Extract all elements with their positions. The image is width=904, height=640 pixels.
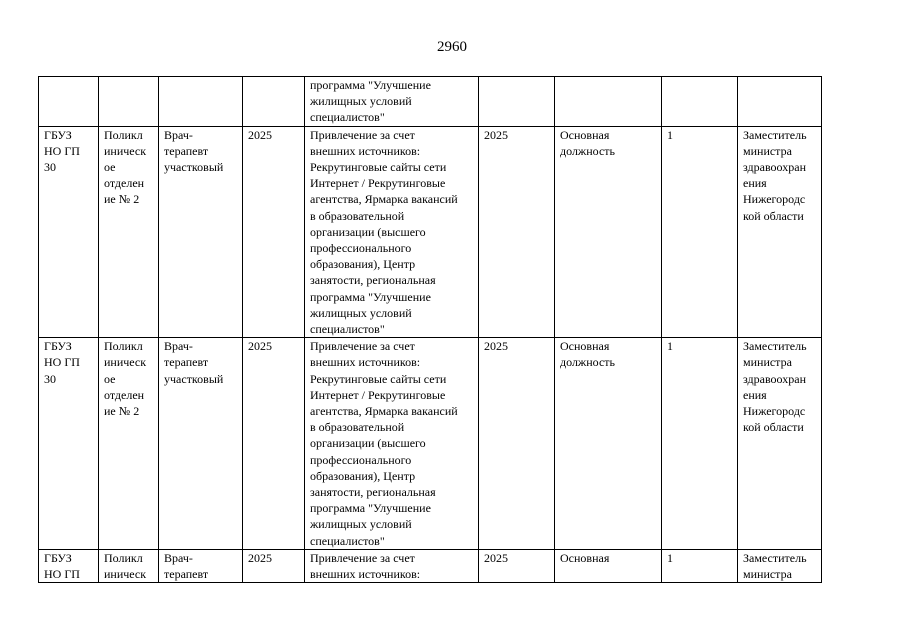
cell-unit: Поликл иническ ое отделен ие № 2 [99, 338, 159, 550]
cell-employment: Основная должность [555, 126, 662, 338]
cell-count: 1 [662, 549, 738, 582]
page-number: 2960 [437, 39, 467, 55]
cell-position: Врач- терапевт [159, 549, 243, 582]
table-row [39, 126, 822, 338]
cell-unit [99, 77, 159, 127]
table-row-partial [39, 549, 822, 582]
cell-count: 1 [662, 338, 738, 550]
cell-org: ГБУЗ НО ГП 30 [39, 338, 99, 550]
cell-measures: Привлечение за счет внешних источников: Рекрутинговые сайты сети Интернет / Рекрутинговые агентства, Ярмарка вакансий в образовательной организации (высшего профессионального образования), Центр занятости, региональная программа "Улучшение жилищных условий специалистов" [305, 338, 479, 550]
cell-unit: Поликл иническ [99, 549, 159, 582]
cell-year [243, 77, 305, 127]
cell-responsible: Заместитель министра здравоохран ения Нижегородс кой области [738, 338, 822, 550]
cell-position: Врач- терапевт участковый [159, 338, 243, 550]
cell-count [662, 77, 738, 127]
cell-deadline: 2025 [479, 338, 555, 550]
cell-measures: Привлечение за счет внешних источников: [305, 549, 479, 582]
cell-org [39, 77, 99, 127]
cell-responsible: Заместитель министра здравоохран ения Нижегородс кой области [738, 126, 822, 338]
cell-org: ГБУЗ НО ГП [39, 549, 99, 582]
cell-responsible [738, 77, 822, 127]
cell-year: 2025 [243, 549, 305, 582]
cell-org: ГБУЗ НО ГП 30 [39, 126, 99, 338]
cell-unit: Поликл иническ ое отделен ие № 2 [99, 126, 159, 338]
cell-year: 2025 [243, 126, 305, 338]
cell-deadline: 2025 [479, 549, 555, 582]
staffing-table [38, 76, 822, 583]
cell-count: 1 [662, 126, 738, 338]
table-row [39, 338, 822, 550]
cell-employment [555, 77, 662, 127]
cell-measures: Привлечение за счет внешних источников: Рекрутинговые сайты сети Интернет / Рекрутинговые агентства, Ярмарка вакансий в образовательной организации (высшего профессионального образования), Центр занятости, региональная программа "Улучшение жилищных условий специалистов" [305, 126, 479, 338]
cell-employment: Основная [555, 549, 662, 582]
cell-responsible: Заместитель министра [738, 549, 822, 582]
cell-deadline: 2025 [479, 126, 555, 338]
cell-measures: программа "Улучшение жилищных условий специалистов" [305, 77, 479, 127]
cell-employment: Основная должность [555, 338, 662, 550]
table-row-continuation [39, 77, 822, 127]
cell-deadline [479, 77, 555, 127]
cell-position: Врач- терапевт участковый [159, 126, 243, 338]
cell-position [159, 77, 243, 127]
cell-year: 2025 [243, 338, 305, 550]
